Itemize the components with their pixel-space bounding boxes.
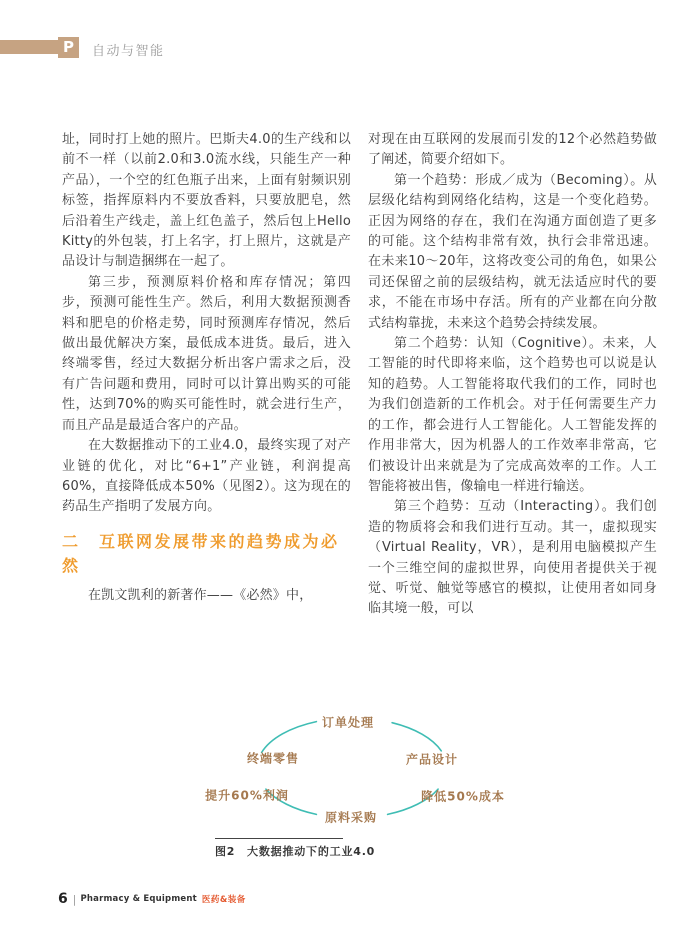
page-footer (58, 891, 246, 907)
page-number: 6 (58, 891, 68, 907)
section-heading: 二 互联网发展带来的趋势成为必然 (62, 531, 340, 575)
right-column (368, 130, 657, 620)
paragraph: 第一个趋势：形成／成为（Becoming）。从层级化结构到网络化结构，这是一个变化趋势。正因为网络的存在，我们在沟通方面创造了更多的可能。这个结构非常有效，执行会非常迅速。在未来10～20年，这将改变公司的角色，如果公司还保留之前的层级结构，就无法适应时代的要求，不能在市场中存活。所有的产业都在向分散式结构靠拢，未来这个趋势会持续发展。 (368, 172, 657, 331)
left-column (62, 130, 351, 606)
figure-caption: 图2 大数据推动下的工业4.0 (215, 845, 376, 858)
footer-separator: | (72, 892, 77, 906)
paragraph: 第三步，预测原料价格和库存情况；第四步，预测可能性生产。然后，利用大数据预测香料和肥皂的价格走势，同时预测库存情况，然后做出最优解决方案，最低成本进货。最后，进入终端零售，经过大数据分析出客户需求之后，没有广告问题和费用，同时可以计算出购买的可能性，达到70%的购买可能性时，就会进行生产，而且产品是最适合客户的产品。 (62, 274, 351, 433)
journal-name-english: Pharmacy & Equipment (80, 894, 197, 904)
journal-logo-icon: P (58, 37, 79, 58)
paragraph: 对现在由互联网的发展而引发的12个必然趋势做了阐述，简要介绍如下。 (368, 132, 657, 168)
paragraph: 在凯文凯利的新著作——《必然》中， (88, 587, 313, 603)
node-product-design: 产品设计 (405, 752, 459, 767)
paragraph: 在大数据推动下的工业4.0，最终实现了对产业链的优化，对比“6+1”产业链，利润提高60%，直接降低成本50%（见图2）。这为现在的药品生产指明了发展方向。 (62, 438, 351, 515)
page-header (0, 36, 700, 60)
section-title: 自动与智能 (92, 44, 165, 59)
node-order-processing: 订单处理 (321, 715, 375, 730)
figure-industry40-cycle (190, 700, 520, 870)
paragraph: 第二个趋势：认知（Cognitive）。未来，人工智能的时代即将来临，这个趋势也可以说是认知的趋势。人工智能将取代我们的工作，同时也为我们创造新的工作机会。对于任何需要生产力的工作，都会进行人工智能化。人工智能发挥的作用非常大，因为机器人的工作效率非常高，它们被设计出来就是为了完成高效率的工作。人工智能将被出售，像输电一样进行输送。 (368, 336, 657, 494)
annotation-cost-down: 降低50%成本 (421, 789, 505, 804)
node-terminal-retail: 终端零售 (246, 751, 300, 766)
node-raw-material-purchase: 原料采购 (324, 810, 378, 825)
paragraph: 第三个趋势：互动（Interacting）。我们创造的物质将会和我们进行互动。其一，虚拟现实（Virtual Reality，VR），是利用电脑模拟产生一个三维空间的虚拟世界，向使用者提供关于视觉、听觉、触觉等感官的模拟，让使用者如同身临其境一般，可以 (368, 499, 657, 617)
arc-top-right (392, 723, 441, 751)
paragraph: 址，同时打上她的照片。巴斯夫4.0的生产线和以前不一样（以前2.0和3.0流水线，只能生产一种产品），一个空的红色瓶子出来，上面有射频识别标签，指挥原料内不要放香料，只要放肥皂，然后沿着生产线走，盖上红色盖子，然后包上Hello Kitty的外包装，打上名字，打上照片，这就是产品设计与制造捆绑在一起了。 (62, 132, 351, 270)
figure-caption-rule (215, 838, 343, 839)
header-accent-bar (0, 40, 58, 54)
arc-top-left (262, 722, 317, 753)
journal-name-chinese: 医药&装备 (201, 895, 246, 905)
annotation-profit-up: 提升60%利润 (205, 788, 289, 803)
